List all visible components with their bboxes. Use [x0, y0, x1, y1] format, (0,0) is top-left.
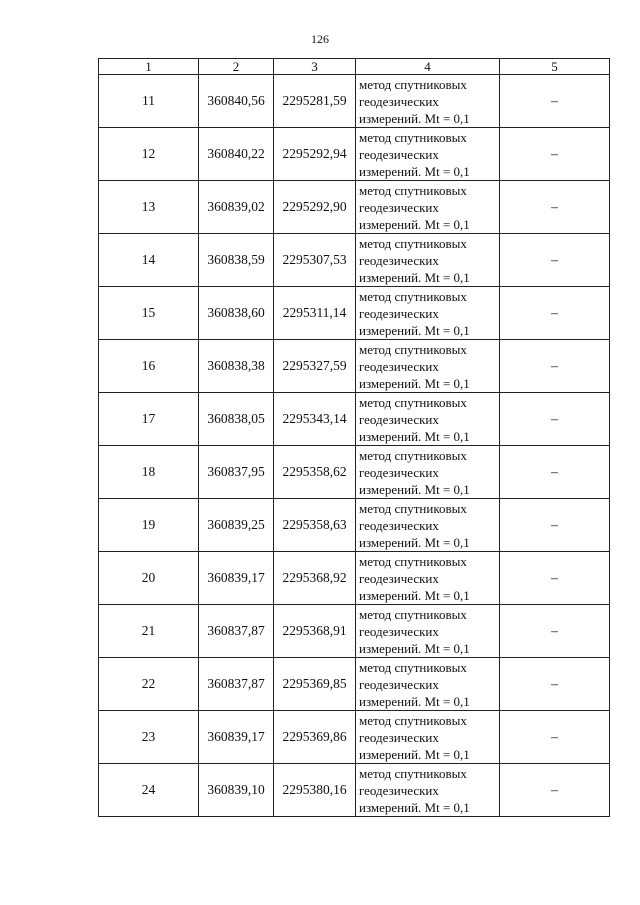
- column-5-cell: –: [500, 605, 610, 658]
- method-line: геодезических: [359, 252, 439, 268]
- method-line: измерений. Mt = 0,1: [359, 163, 470, 179]
- table-row: [99, 393, 610, 446]
- method-line: геодезических: [359, 517, 439, 533]
- method-line: метод спутниковых: [359, 659, 467, 675]
- method-line: измерений. Mt = 0,1: [359, 110, 470, 126]
- method-line: геодезических: [359, 411, 439, 427]
- method-line: измерений. Mt = 0,1: [359, 269, 470, 285]
- column-header-3: 3: [274, 59, 356, 75]
- point-number-cell: 18: [99, 446, 199, 499]
- table-row: [99, 446, 610, 499]
- point-number-cell: 24: [99, 764, 199, 817]
- method-cell: [356, 446, 500, 499]
- point-number-cell: 17: [99, 393, 199, 446]
- coordinate-y-cell: 2295380,16: [274, 764, 356, 817]
- method-line: геодезических: [359, 676, 439, 692]
- coordinate-y-cell: 2295358,63: [274, 499, 356, 552]
- method-line: геодезических: [359, 623, 439, 639]
- method-line: измерений. Mt = 0,1: [359, 375, 470, 391]
- coordinate-x-cell: 360839,25: [199, 499, 274, 552]
- method-line: геодезических: [359, 729, 439, 745]
- method-cell: [356, 605, 500, 658]
- coordinate-y-cell: 2295307,53: [274, 234, 356, 287]
- point-number-cell: 15: [99, 287, 199, 340]
- coordinate-y-cell: 2295281,59: [274, 75, 356, 128]
- table-body: [99, 75, 610, 817]
- method-cell: [356, 287, 500, 340]
- table-row: [99, 658, 610, 711]
- method-line: измерений. Mt = 0,1: [359, 481, 470, 497]
- table-row: [99, 287, 610, 340]
- method-line: метод спутниковых: [359, 606, 467, 622]
- coordinate-y-cell: 2295327,59: [274, 340, 356, 393]
- column-5-cell: –: [500, 234, 610, 287]
- table-row: [99, 340, 610, 393]
- column-5-cell: –: [500, 128, 610, 181]
- method-cell: [356, 128, 500, 181]
- point-number-cell: 21: [99, 605, 199, 658]
- coordinate-y-cell: 2295358,62: [274, 446, 356, 499]
- method-line: метод спутниковых: [359, 765, 467, 781]
- method-line: геодезических: [359, 93, 439, 109]
- page-number: 126: [311, 32, 329, 46]
- method-line: измерений. Mt = 0,1: [359, 428, 470, 444]
- method-cell: [356, 75, 500, 128]
- coordinate-y-cell: 2295292,90: [274, 181, 356, 234]
- method-cell: [356, 552, 500, 605]
- method-cell: [356, 340, 500, 393]
- column-5-cell: –: [500, 658, 610, 711]
- coordinate-x-cell: 360839,17: [199, 711, 274, 764]
- method-cell: [356, 393, 500, 446]
- coordinate-y-cell: 2295311,14: [274, 287, 356, 340]
- column-header-4: 4: [356, 59, 500, 75]
- coordinate-y-cell: 2295292,94: [274, 128, 356, 181]
- method-line: геодезических: [359, 358, 439, 374]
- table-row: [99, 234, 610, 287]
- column-5-cell: –: [500, 75, 610, 128]
- column-5-cell: –: [500, 446, 610, 499]
- method-line: измерений. Mt = 0,1: [359, 693, 470, 709]
- method-line: метод спутниковых: [359, 553, 467, 569]
- method-line: метод спутниковых: [359, 76, 467, 92]
- method-cell: [356, 499, 500, 552]
- coordinate-y-cell: 2295369,86: [274, 711, 356, 764]
- column-5-cell: –: [500, 393, 610, 446]
- method-line: геодезических: [359, 570, 439, 586]
- method-cell: [356, 234, 500, 287]
- column-header-5: 5: [500, 59, 610, 75]
- method-line: геодезических: [359, 305, 439, 321]
- column-header-1: 1: [99, 59, 199, 75]
- coordinate-x-cell: 360837,95: [199, 446, 274, 499]
- coordinate-x-cell: 360837,87: [199, 605, 274, 658]
- method-line: измерений. Mt = 0,1: [359, 216, 470, 232]
- method-line: геодезических: [359, 464, 439, 480]
- column-5-cell: –: [500, 287, 610, 340]
- column-5-cell: –: [500, 340, 610, 393]
- coordinate-x-cell: 360840,22: [199, 128, 274, 181]
- table-row: [99, 711, 610, 764]
- column-5-cell: –: [500, 764, 610, 817]
- coordinate-y-cell: 2295369,85: [274, 658, 356, 711]
- point-number-cell: 19: [99, 499, 199, 552]
- table-row: [99, 181, 610, 234]
- method-cell: [356, 764, 500, 817]
- table-row: [99, 75, 610, 128]
- column-5-cell: –: [500, 711, 610, 764]
- method-line: метод спутниковых: [359, 394, 467, 410]
- method-line: измерений. Mt = 0,1: [359, 587, 470, 603]
- point-number-cell: 12: [99, 128, 199, 181]
- column-5-cell: –: [500, 181, 610, 234]
- method-line: метод спутниковых: [359, 235, 467, 251]
- method-line: метод спутниковых: [359, 341, 467, 357]
- coordinate-x-cell: 360840,56: [199, 75, 274, 128]
- method-cell: [356, 181, 500, 234]
- column-5-cell: –: [500, 499, 610, 552]
- point-number-cell: 13: [99, 181, 199, 234]
- method-line: метод спутниковых: [359, 182, 467, 198]
- coordinate-y-cell: 2295368,92: [274, 552, 356, 605]
- coordinates-table: [98, 58, 610, 817]
- method-line: измерений. Mt = 0,1: [359, 799, 470, 815]
- method-line: измерений. Mt = 0,1: [359, 322, 470, 338]
- table-row: [99, 605, 610, 658]
- coordinate-x-cell: 360839,10: [199, 764, 274, 817]
- coordinate-x-cell: 360838,38: [199, 340, 274, 393]
- point-number-cell: 16: [99, 340, 199, 393]
- method-line: измерений. Mt = 0,1: [359, 746, 470, 762]
- table-row: [99, 499, 610, 552]
- coordinate-x-cell: 360838,05: [199, 393, 274, 446]
- column-header-2: 2: [199, 59, 274, 75]
- method-line: метод спутниковых: [359, 447, 467, 463]
- table-row: [99, 552, 610, 605]
- table-row: [99, 128, 610, 181]
- table-header-row: [99, 59, 610, 75]
- point-number-cell: 11: [99, 75, 199, 128]
- table-row: [99, 764, 610, 817]
- coordinate-x-cell: 360839,02: [199, 181, 274, 234]
- point-number-cell: 22: [99, 658, 199, 711]
- method-cell: [356, 711, 500, 764]
- method-line: метод спутниковых: [359, 712, 467, 728]
- column-5-cell: –: [500, 552, 610, 605]
- method-line: метод спутниковых: [359, 500, 467, 516]
- coordinate-y-cell: 2295343,14: [274, 393, 356, 446]
- coordinate-x-cell: 360837,87: [199, 658, 274, 711]
- coordinate-x-cell: 360838,59: [199, 234, 274, 287]
- method-line: метод спутниковых: [359, 129, 467, 145]
- method-cell: [356, 658, 500, 711]
- coordinate-x-cell: 360838,60: [199, 287, 274, 340]
- method-line: геодезических: [359, 146, 439, 162]
- coordinate-y-cell: 2295368,91: [274, 605, 356, 658]
- method-line: измерений. Mt = 0,1: [359, 534, 470, 550]
- point-number-cell: 14: [99, 234, 199, 287]
- point-number-cell: 23: [99, 711, 199, 764]
- coordinate-x-cell: 360839,17: [199, 552, 274, 605]
- method-line: метод спутниковых: [359, 288, 467, 304]
- method-line: измерений. Mt = 0,1: [359, 640, 470, 656]
- point-number-cell: 20: [99, 552, 199, 605]
- method-line: геодезических: [359, 199, 439, 215]
- method-line: геодезических: [359, 782, 439, 798]
